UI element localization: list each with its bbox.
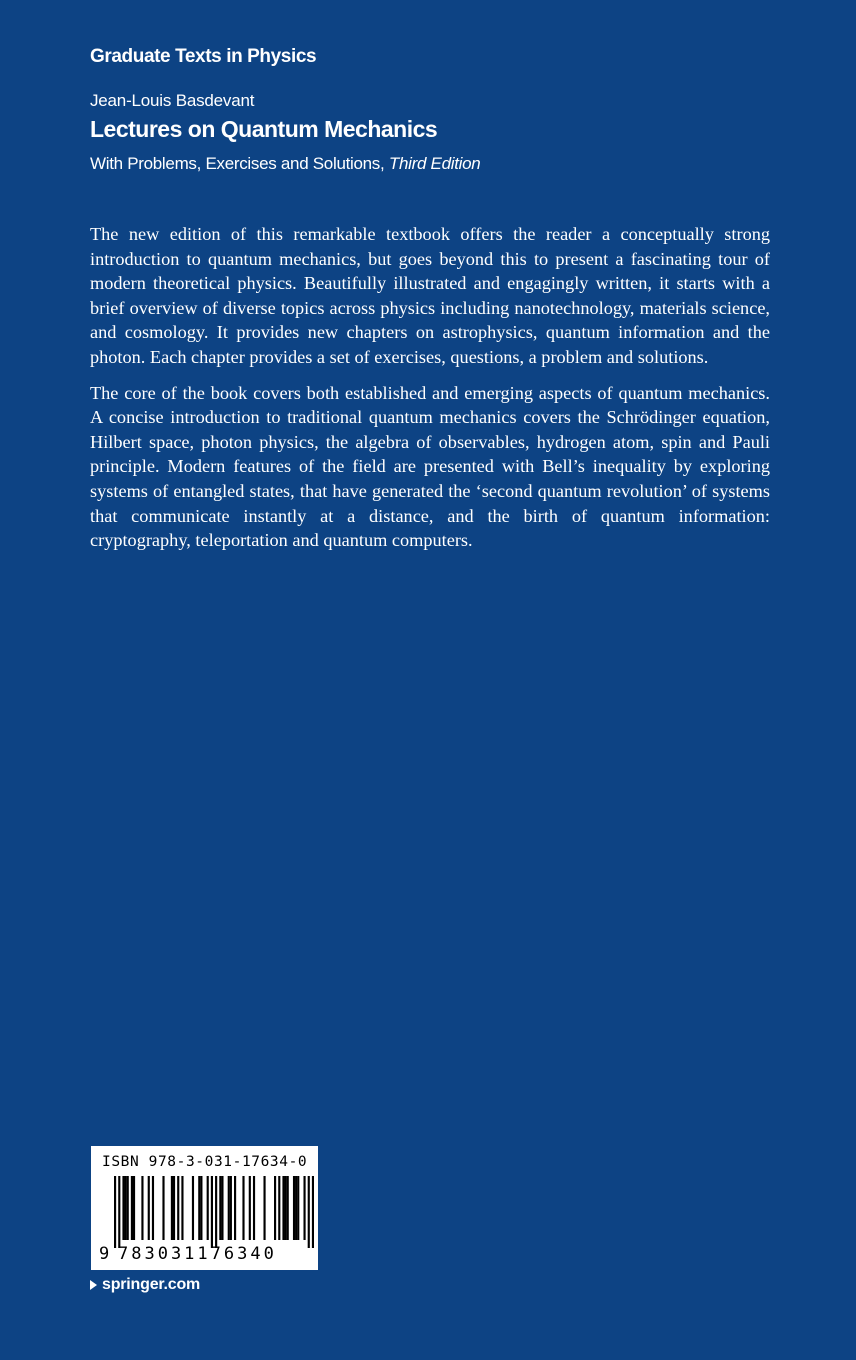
edition-label: Third Edition (388, 154, 481, 173)
barcode-bar (230, 1176, 232, 1240)
barcode-bar (192, 1176, 194, 1240)
barcode-bar (141, 1176, 143, 1240)
barcode-bar (215, 1176, 217, 1248)
publisher-link-text: springer.com (102, 1276, 201, 1293)
barcode-bar (303, 1176, 305, 1240)
ean-digits: 783031176340 (118, 1244, 277, 1264)
barcode-bar (282, 1176, 284, 1240)
barcode-bar (152, 1176, 154, 1240)
barcode-bar (162, 1176, 164, 1240)
barcode-bar (127, 1176, 129, 1240)
subtitle-text: With Problems, Exercises and Solutions, (90, 154, 385, 173)
barcode-bar (249, 1176, 251, 1240)
barcode-bar (173, 1176, 175, 1240)
barcode-bar (293, 1176, 295, 1240)
barcode-bar (274, 1176, 276, 1240)
blurb (90, 222, 770, 564)
barcode (114, 1176, 314, 1248)
ean-lead-digit: 9 (99, 1244, 110, 1264)
barcode-bar (148, 1176, 150, 1240)
barcode-bar (253, 1176, 255, 1240)
barcode-bar (308, 1176, 310, 1248)
barcode-bar (228, 1176, 230, 1240)
barcode-bar (198, 1176, 200, 1240)
barcode-bar (285, 1176, 287, 1240)
arrow-right-icon (90, 1280, 97, 1290)
barcode-bar (221, 1176, 223, 1240)
barcode-bar (114, 1176, 116, 1248)
blurb-paragraph: The core of the book covers both established and emerging aspects of quantum mechanics. A concise introduction to traditional quantum mechanics covers the Schrödinger equation, Hilbert space, photon physics, the algebra of observables, hydrogen atom, spin and Pauli principle. Modern features of the field are presented with Bell’s inequality by exploring systems of entangled states, that have generated the ‘second quantum revolution’ of systems that communicate instantly at a distance, and the birth of quantum information: cryptography, teleportation and quantum computers. (90, 382, 770, 551)
barcode-bar (118, 1176, 120, 1248)
isbn-label: ISBN 978-3-031-17634-0 (102, 1154, 308, 1170)
barcode-bar (125, 1176, 127, 1240)
barcode-bar (200, 1176, 202, 1240)
book-subtitle (90, 154, 480, 174)
barcode-bar (207, 1176, 209, 1240)
barcode-bar (234, 1176, 236, 1240)
book-title: Lectures on Quantum Mechanics (90, 116, 438, 142)
author-name: Jean-Louis Basdevant (90, 91, 255, 110)
barcode-bar (131, 1176, 133, 1240)
barcode-bar (297, 1176, 299, 1240)
barcode-bar (211, 1176, 213, 1248)
barcode-bar (242, 1176, 244, 1240)
barcode-bar (171, 1176, 173, 1240)
isbn-barcode-box (91, 1146, 318, 1270)
barcode-bar (122, 1176, 124, 1240)
publisher-link[interactable] (90, 1276, 200, 1294)
barcode-bar (219, 1176, 221, 1240)
blurb-paragraph: The new edition of this remarkable textbook offers the reader a conceptually strong introduction to quantum mechanics, but goes beyond this to present a fascinating tour of modern theoretical physics. Beautifully illustrated and engagingly written, it starts with a brief overview of diverse topics across physics including nanotechnology, materials science, and cosmology. It provides new chapters on astrophysics, quantum information and the photon. Each chapter provides a set of exercises, questions, a problem and solutions. (90, 224, 770, 367)
series-title: Graduate Texts in Physics (90, 46, 317, 67)
barcode-bar (133, 1176, 135, 1240)
barcode-bar (177, 1176, 179, 1240)
barcode-bar (181, 1176, 183, 1240)
barcode-bar (295, 1176, 297, 1240)
barcode-bar (263, 1176, 265, 1240)
barcode-bar (287, 1176, 289, 1240)
barcode-bar (312, 1176, 314, 1248)
barcode-bar (278, 1176, 280, 1240)
